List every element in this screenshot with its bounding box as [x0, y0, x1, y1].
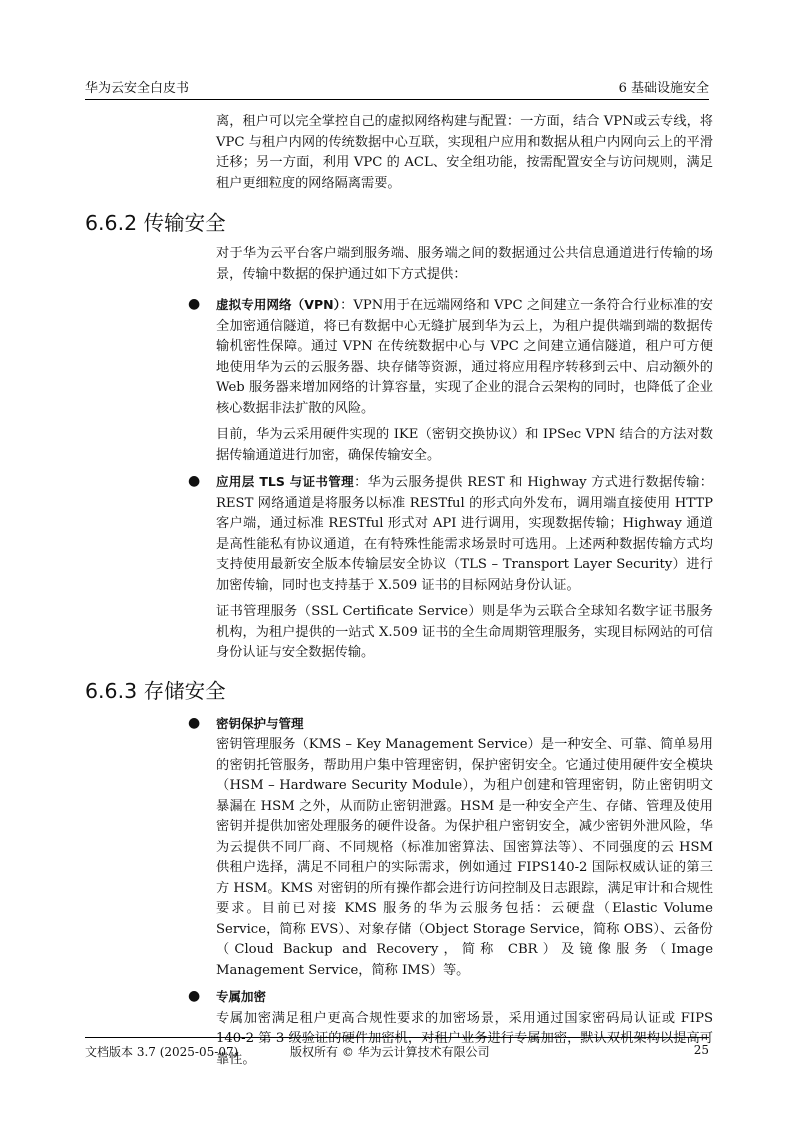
- bullet-icon: ●: [188, 988, 201, 1004]
- header-document-title: 华为云安全白皮书: [85, 81, 190, 96]
- section-6-6-2-intro: 对于华为云平台客户端到服务端、服务端之间的数据通过公共信息通道进行传输的场景，传输中数据的保护通过如下方式提供：: [216, 246, 713, 282]
- bullet-icon: ●: [188, 714, 201, 731]
- bullet-vpn-title: 虚拟专用网络（VPN）: [216, 297, 341, 312]
- section-heading-6-6-2: 6.6.2 传输安全: [85, 211, 226, 235]
- bullet-vpn-text: ：VPN用于在远端网络和 VPC 之间建立一条符合行业标准的安全加密通信隧道，将已有数据中心无缝扩展到华为云上，为租户提供端到端的数据传输机密性保障。通过 VPN 在传统数据中心与 VPC 之间建立通信隧道，租户可方便地使用华为云的云服务器、块存储等资源，通过将应用程序转移到云中、启动额外的 Web 服务器来增加网络的计算容量，实现了企业的混合云架构的同时，也降低了企业核心数据非法扩散的风险。: [216, 298, 713, 416]
- bullet-vpn-paragraph-2: 目前，华为云采用硬件实现的 IKE（密钥交换协议）和 IPSec VPN 结合的方法对数据传输通道进行加密，确保传输安全。: [216, 427, 713, 463]
- bullet-tls: [188, 472, 713, 664]
- bullet-vpn: [188, 295, 713, 466]
- bullet-dedicated-title: 专属加密: [216, 989, 267, 1004]
- footer-version: 文档版本 3.7 (2025-05-07): [85, 1045, 239, 1059]
- bullet-tls-paragraph-2: 证书管理服务（SSL Certificate Service）则是华为云联合全球知名数字证书服务机构，为租户提供的一站式 X.509 证书的全生命周期管理服务，实现目标网站的可信身份认证与安全数据传输。: [216, 604, 713, 660]
- bullet-vpn-paragraph: [216, 295, 713, 419]
- intro-paragraph: 离，租户可以完全掌控自己的虚拟网络构建与配置：一方面，结合 VPN或云专线，将 VPC 与租户内网的传统数据中心互联，实现租户应用和数据从租户内网向云上的平滑迁移；另一方面，利用 VPC 的 ACL、安全组功能，按需配置安全与访问规则，满足租户更细粒度的网络隔离需要。: [216, 114, 713, 191]
- bullet-kms-title-line: [216, 714, 713, 736]
- bullet-kms: [188, 714, 713, 982]
- bullet-icon: ●: [188, 296, 201, 312]
- bullet-icon: ●: [188, 473, 201, 489]
- bullet-kms-title: 密钥保护与管理: [216, 715, 304, 731]
- page-footer: [85, 1037, 709, 1063]
- bullet-kms-paragraph: 密钥管理服务（KMS – Key Management Service）是一种安全、可靠、简单易用的密钥托管服务，帮助用户集中管理密钥，保护密钥安全。它通过使用硬件安全模块（HSM – Hardware Security Module），为租户创建和管理密钥，防止密钥明文暴漏在 HSM 之外，从而防止密钥泄露。HSM 是一种安全产生、存储、管理及使用密钥并提供加密处理服务的硬件设备。为保护租户密钥安全，减少密钥外泄风险，华为云提供不同厂商、不同规格（标准加密算法、国密算法等）、不同强度的云 HSM 供租户选择，满足不同租户的实际需求，例如通过 FIPS140-2 国际权威认证的第三方 HSM。KMS 对密钥的所有操作都会进行访问控制及日志跟踪，满足审计和合规性要求。目前已对接 KMS 服务的华为云服务包括：云硬盘（Elastic Volume Service，简称 EVS）、对象存储（Object Storage Service，简称 OBS）、云备份（Cloud Backup and Recovery，简称 CBR）及镜像服务（Image Management Service，简称 IMS）等。: [216, 737, 713, 978]
- footer-page-number: 25: [693, 1043, 709, 1057]
- bullet-dedicated-title-line: [216, 987, 713, 1009]
- bullet-tls-paragraph: [216, 472, 713, 596]
- bullet-tls-text: ：华为云服务提供 REST 和 Highway 方式进行数据传输：REST 网络通道是将服务以标准 RESTful 的形式向外发布，调用端直接使用 HTTP 客户端，通过标准 RESTful 形式对 API 进行调用，实现数据传输；Highway 通道是高性能私有协议通道，在有特殊性能需求场景时可选用。上述两种数据传输方式均支持使用最新安全版本传输层安全协议（TLS – Transport Layer Security）进行加密传输，同时也支持基于 X.509 证书的目标网站身份认证。: [216, 475, 713, 593]
- bullet-tls-title: 应用层 TLS 与证书管理: [216, 474, 355, 489]
- page-header: [85, 76, 709, 100]
- header-chapter-title: 6 基础设施安全: [618, 81, 709, 96]
- bullet-dedicated-paragraph: 专属加密满足租户更高合规性要求的加密场景，采用通过国家密码局认证或 FIPS 140-2 第 3 级验证的硬件加密机，对租户业务进行专属加密，默认双机架构以提高可靠性。: [216, 1010, 713, 1067]
- footer-copyright: 版权所有 © 华为云计算技术有限公司: [290, 1045, 490, 1059]
- section-heading-6-6-3: 6.6.3 存储安全: [85, 678, 226, 703]
- page-content: [85, 112, 713, 1070]
